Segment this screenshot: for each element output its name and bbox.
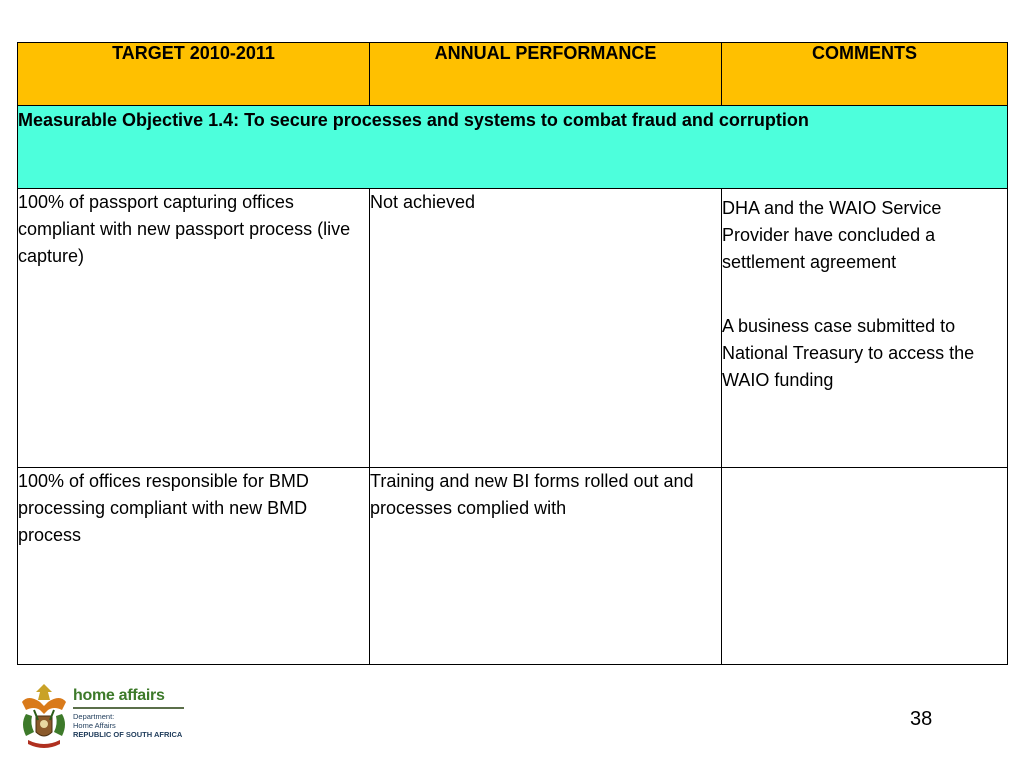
coat-of-arms-icon	[14, 680, 74, 752]
logo-brand: home affairs	[73, 687, 165, 704]
logo-divider	[73, 707, 184, 709]
row2-target	[18, 467, 370, 664]
header-annual-performance: ANNUAL PERFORMANCE	[370, 43, 722, 106]
row1-comment-2: A business case submitted to National Treasury to access the WAIO funding	[722, 316, 975, 391]
page-number: 38	[910, 708, 933, 730]
row1-comments	[722, 189, 1008, 467]
row1-target-text: 100% of passport capturing offices compliant with new passport process (live capture)	[18, 192, 351, 267]
row2-performance-text: Training and new BI forms rolled out and processes complied with	[370, 470, 694, 518]
row2-target-text: 100% of offices responsible for BMD processing compliant with new BMD process	[18, 470, 309, 545]
row2-comments	[722, 467, 1008, 664]
table-row	[18, 467, 1008, 664]
logo-country: REPUBLIC OF SOUTH AFRICA	[73, 729, 183, 739]
logo-department: Department:	[73, 711, 115, 721]
measurable-objective: Measurable Objective 1.4: To secure processes and systems to combat fraud and corruption	[18, 106, 1008, 189]
table-row	[18, 189, 1008, 467]
row1-performance-text: Not achieved	[370, 192, 476, 213]
header-target: TARGET 2010-2011	[18, 43, 370, 106]
row1-performance	[370, 189, 722, 467]
logo-home-affairs: Home Affairs	[73, 720, 116, 730]
row1-comment-1: DHA and the WAIO Service Provider have concluded a settlement agreement	[722, 198, 942, 273]
performance-table	[17, 42, 1008, 665]
table-header-row	[18, 43, 1008, 106]
header-comments: COMMENTS	[722, 43, 1008, 106]
objective-row	[18, 106, 1008, 189]
home-affairs-logo	[73, 687, 193, 739]
row2-performance	[370, 467, 722, 664]
row1-target	[18, 189, 370, 467]
